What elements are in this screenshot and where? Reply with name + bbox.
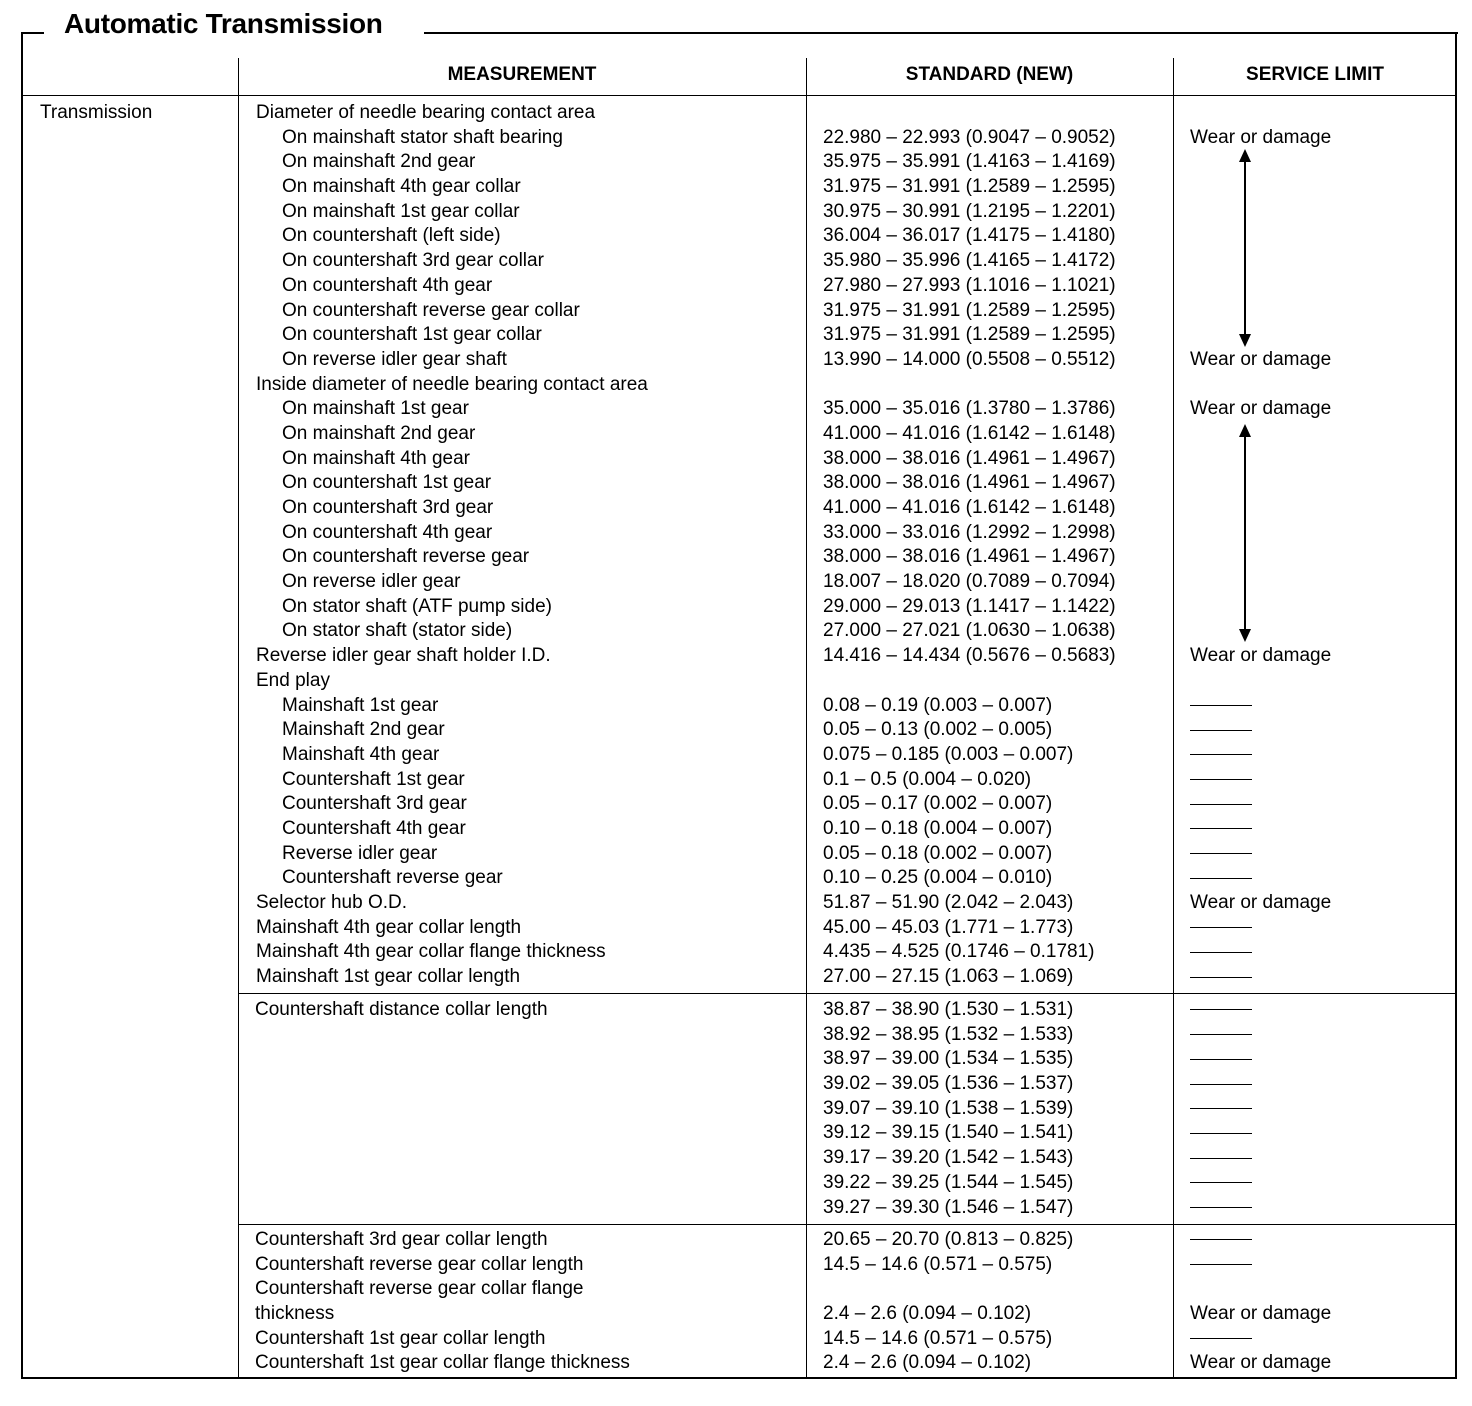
section1-measurements <box>256 101 648 990</box>
service-limit-value <box>1190 274 1331 299</box>
section1-standards <box>823 101 1116 990</box>
measurement-item: Mainshaft 4th gear collar flange thickness <box>256 941 606 963</box>
dash-icon <box>1190 705 1252 706</box>
standard-value: 35.980 – 35.996 (1.4165 – 1.4172) <box>823 250 1116 272</box>
standard-value: 38.000 – 38.016 (1.4961 – 1.4967) <box>823 447 1116 469</box>
standard-value: 22.980 – 22.993 (0.9047 – 0.9052) <box>823 126 1116 148</box>
service-limit-value <box>1190 619 1331 644</box>
dash-icon <box>1190 804 1252 805</box>
standard-value: 13.990 – 14.000 (0.5508 – 0.5512) <box>823 348 1116 370</box>
measurement-item: On reverse idler gear shaft <box>282 348 507 370</box>
service-limit-value <box>1190 150 1331 175</box>
service-limit-dash <box>1190 842 1331 867</box>
dash-icon <box>1190 878 1252 879</box>
measurement-item: Countershaft 3rd gear <box>282 793 467 815</box>
measurement-item: On mainshaft 2nd gear <box>282 422 476 444</box>
measurement-item: Countershaft 1st gear collar length <box>255 1327 546 1349</box>
col-divider-1 <box>238 58 239 1379</box>
service-limit-dash <box>1190 1023 1252 1048</box>
standard-value: 51.87 – 51.90 (2.042 – 2.043) <box>823 892 1074 913</box>
service-limit-value: Wear or damage <box>1190 645 1332 667</box>
standard-value: 41.000 – 41.016 (1.6142 – 1.6148) <box>823 497 1116 518</box>
standard-value: 31.975 – 31.991 (1.2589 – 1.2595) <box>823 176 1116 198</box>
service-limit-value <box>1190 496 1331 521</box>
standard-value: 31.975 – 31.991 (1.2589 – 1.2595) <box>823 324 1116 346</box>
service-limit-value <box>1190 373 1331 398</box>
measurement-item: Inside diameter of needle bearing contact area <box>256 373 648 395</box>
measurement-item: On countershaft 4th gear <box>282 274 493 296</box>
dash-icon <box>1190 1133 1252 1134</box>
service-limit-dash <box>1190 866 1331 891</box>
dash-icon <box>1190 1182 1252 1183</box>
service-limit-dash <box>1190 817 1331 842</box>
measurement-item: On stator shaft (ATF pump side) <box>282 595 552 617</box>
standard-value: 0.05 – 0.17 (0.002 – 0.007) <box>823 793 1053 815</box>
measurement-item: On mainshaft stator shaft bearing <box>282 126 563 148</box>
section3-standards <box>823 1228 1073 1376</box>
standard-value: 39.22 – 39.25 (1.544 – 1.545) <box>823 1171 1074 1193</box>
section3-limits <box>1190 1228 1331 1376</box>
measurement-item: On mainshaft 1st gear <box>282 398 469 420</box>
service-limit-dash <box>1190 694 1331 719</box>
measurement-item: Diameter of needle bearing contact area <box>256 102 596 123</box>
service-limit-value <box>1190 175 1331 200</box>
service-limit-dash <box>1190 1253 1331 1278</box>
service-limit-value: Wear or damage <box>1190 126 1332 148</box>
service-limit-dash <box>1190 1146 1252 1171</box>
service-limit-dash <box>1190 1228 1331 1253</box>
dash-icon <box>1190 1239 1252 1240</box>
dash-icon <box>1190 977 1252 978</box>
measurement-item: Mainshaft 4th gear <box>282 743 440 765</box>
measurement-item: On mainshaft 4th gear collar <box>282 176 521 198</box>
arrow-shaft-1 <box>1244 160 1246 336</box>
service-limit-value: Wear or damage <box>1190 398 1332 420</box>
service-limit-value <box>1190 570 1331 595</box>
measurement-item: Mainshaft 1st gear collar length <box>256 966 521 988</box>
service-limit-value <box>1190 323 1331 348</box>
measurement-item: On countershaft reverse gear collar <box>282 299 580 321</box>
standard-value: 14.416 – 14.434 (0.5676 – 0.5683) <box>823 645 1116 667</box>
dash-icon <box>1190 853 1252 854</box>
standard-value <box>823 101 1116 126</box>
standard-value: 0.05 – 0.18 (0.002 – 0.007) <box>823 842 1053 864</box>
service-limit-value: Wear or damage <box>1190 1303 1332 1325</box>
measurement-item: On mainshaft 2nd gear <box>282 151 476 173</box>
measurement-item: Reverse idler gear shaft holder I.D. <box>256 645 551 667</box>
standard-value: 4.435 – 4.525 (0.1746 – 0.1781) <box>823 941 1095 963</box>
measurement-item: Mainshaft 4th gear collar length <box>256 916 522 938</box>
service-limit-value <box>1190 422 1331 447</box>
service-limit-value <box>1190 1277 1331 1302</box>
service-limit-value <box>1190 249 1331 274</box>
header-standard: STANDARD (NEW) <box>905 64 1074 85</box>
standard-value: 31.975 – 31.991 (1.2589 – 1.2595) <box>823 299 1116 321</box>
service-limit-value <box>1190 669 1331 694</box>
service-limit-dash <box>1190 1047 1252 1072</box>
header-measurement: MEASUREMENT <box>447 64 597 85</box>
service-limit-value <box>1190 521 1331 546</box>
measurement-item: On countershaft 4th gear <box>282 521 493 543</box>
arrow-down-icon <box>1239 334 1251 347</box>
service-limit-dash <box>1190 1327 1331 1352</box>
measurement-item: On mainshaft 4th gear <box>282 447 470 469</box>
measurement-item: Countershaft 3rd gear collar length <box>255 1229 548 1250</box>
standard-value <box>823 373 1116 398</box>
service-limit-value <box>1190 224 1331 249</box>
col-divider-2 <box>806 58 807 1379</box>
arrow-down-icon <box>1239 629 1251 642</box>
dash-icon <box>1190 828 1252 829</box>
section1-limits <box>1190 101 1331 990</box>
standard-value: 38.87 – 38.90 (1.530 – 1.531) <box>823 999 1074 1020</box>
measurement-item: Countershaft reverse gear collar length <box>255 1253 584 1275</box>
measurement-item: On countershaft 1st gear collar <box>282 324 542 346</box>
service-limit-value <box>1190 101 1331 126</box>
service-limit-dash <box>1190 1196 1252 1221</box>
service-limit-value <box>1190 595 1331 620</box>
standard-value: 0.075 – 0.185 (0.003 – 0.007) <box>823 743 1074 765</box>
dash-icon <box>1190 779 1252 780</box>
service-limit-dash <box>1190 965 1331 990</box>
service-limit-dash <box>1190 1072 1252 1097</box>
page-title: Automatic Transmission <box>64 8 383 39</box>
dash-icon <box>1190 927 1252 928</box>
dash-icon <box>1190 1034 1252 1035</box>
service-limit-value <box>1190 471 1331 496</box>
service-limit-value <box>1190 447 1331 472</box>
standard-value: 39.12 – 39.15 (1.540 – 1.541) <box>823 1122 1074 1144</box>
standard-value: 0.1 – 0.5 (0.004 – 0.020) <box>823 768 1032 790</box>
standard-value: 29.000 – 29.013 (1.1417 – 1.1422) <box>823 595 1116 617</box>
measurement-item: On countershaft 3rd gear <box>282 497 494 518</box>
section3-measurements <box>255 1228 630 1376</box>
dash-icon <box>1190 754 1252 755</box>
service-limit-value: Wear or damage <box>1190 892 1332 913</box>
service-limit-dash <box>1190 1097 1252 1122</box>
service-limit-value <box>1190 545 1331 570</box>
service-limit-dash <box>1190 792 1331 817</box>
service-limit-dash <box>1190 1121 1252 1146</box>
standard-value: 27.00 – 27.15 (1.063 – 1.069) <box>823 966 1074 988</box>
standard-value: 2.4 – 2.6 (0.094 – 0.102) <box>823 1303 1032 1325</box>
standard-value: 35.000 – 35.016 (1.3780 – 1.3786) <box>823 398 1116 420</box>
dash-icon <box>1190 730 1252 731</box>
service-limit-dash <box>1190 1171 1252 1196</box>
section-rule-2 <box>238 1224 1457 1225</box>
standard-value: 30.975 – 30.991 (1.2195 – 1.2201) <box>823 200 1116 222</box>
service-limit-value <box>1190 200 1331 225</box>
measurement-item: Countershaft reverse gear collar flange <box>255 1278 584 1300</box>
dash-icon <box>1190 1338 1252 1339</box>
dash-icon <box>1190 1059 1252 1060</box>
standard-value: 14.5 – 14.6 (0.571 – 0.575) <box>823 1253 1053 1275</box>
measurement-item: Countershaft 1st gear collar flange thickness <box>255 1352 630 1374</box>
standard-value: 38.97 – 39.00 (1.534 – 1.535) <box>823 1048 1074 1070</box>
section2-standards <box>823 998 1073 1220</box>
dash-icon <box>1190 1158 1252 1159</box>
standard-value: 39.17 – 39.20 (1.542 – 1.543) <box>823 1147 1074 1169</box>
standard-value: 20.65 – 20.70 (0.813 – 0.825) <box>823 1229 1074 1250</box>
col-divider-3 <box>1173 58 1174 1379</box>
service-limit-dash <box>1190 916 1331 941</box>
standard-value: 38.92 – 38.95 (1.532 – 1.533) <box>823 1023 1074 1045</box>
standard-value: 39.07 – 39.10 (1.538 – 1.539) <box>823 1097 1074 1119</box>
measurement-item: On mainshaft 1st gear collar <box>282 200 520 222</box>
measurement-item: Mainshaft 1st gear <box>282 694 439 716</box>
standard-value <box>823 669 1116 694</box>
service-limit-dash <box>1190 940 1331 965</box>
standard-value: 36.004 – 36.017 (1.4175 – 1.4180) <box>823 225 1116 247</box>
measurement-item: Countershaft reverse gear <box>282 867 503 889</box>
standard-value: 0.05 – 0.13 (0.002 – 0.005) <box>823 719 1053 741</box>
dash-icon <box>1190 1009 1252 1010</box>
standard-value: 18.007 – 18.020 (0.7089 – 0.7094) <box>823 571 1116 593</box>
measurement-item: On countershaft 1st gear <box>282 472 492 494</box>
dash-icon <box>1190 952 1252 953</box>
measurement-item: On countershaft (left side) <box>282 225 501 247</box>
measurement-item: Selector hub O.D. <box>256 892 408 913</box>
standard-value: 33.000 – 33.016 (1.2992 – 1.2998) <box>823 521 1116 543</box>
standard-value: 35.975 – 35.991 (1.4163 – 1.4169) <box>823 151 1116 173</box>
dash-icon <box>1190 1264 1252 1265</box>
header-service-limit: SERVICE LIMIT <box>1246 64 1384 85</box>
standard-value: 41.000 – 41.016 (1.6142 – 1.6148) <box>823 422 1116 444</box>
standard-value: 0.10 – 0.18 (0.004 – 0.007) <box>823 817 1053 839</box>
service-limit-dash <box>1190 998 1252 1023</box>
measurement-item: Reverse idler gear <box>282 842 438 864</box>
standard-value: 14.5 – 14.6 (0.571 – 0.575) <box>823 1327 1053 1349</box>
standard-value: 2.4 – 2.6 (0.094 – 0.102) <box>823 1352 1032 1374</box>
standard-value: 39.02 – 39.05 (1.536 – 1.537) <box>823 1073 1074 1095</box>
dash-icon <box>1190 1108 1252 1109</box>
measurement-item: Countershaft 4th gear <box>282 817 466 839</box>
service-limit-dash <box>1190 768 1331 793</box>
section2-measurement: Countershaft distance collar length <box>255 999 548 1020</box>
service-limit-value: Wear or damage <box>1190 348 1332 370</box>
service-limit-value: Wear or damage <box>1190 1352 1332 1374</box>
measurement-item: thickness <box>255 1303 335 1325</box>
measurement-item: On reverse idler gear <box>282 571 461 593</box>
section-rule-1 <box>238 993 1457 994</box>
service-limit-dash <box>1190 718 1331 743</box>
standard-value: 0.08 – 0.19 (0.003 – 0.007) <box>823 694 1053 716</box>
standard-value: 27.000 – 27.021 (1.0630 – 1.0638) <box>823 620 1116 642</box>
arrow-shaft-2 <box>1244 435 1246 631</box>
standard-value: 0.10 – 0.25 (0.004 – 0.010) <box>823 867 1053 889</box>
section2-limits <box>1190 998 1252 1220</box>
measurement-item: Countershaft 1st gear <box>282 768 465 790</box>
measurement-item: On countershaft reverse gear <box>282 546 530 568</box>
standard-value: 38.000 – 38.016 (1.4961 – 1.4967) <box>823 546 1116 568</box>
standard-value <box>823 1277 1073 1302</box>
service-limit-dash <box>1190 743 1331 768</box>
dash-icon <box>1190 1084 1252 1085</box>
standard-value: 39.27 – 39.30 (1.546 – 1.547) <box>823 1196 1074 1218</box>
measurement-item: End play <box>256 669 330 691</box>
measurement-item: Mainshaft 2nd gear <box>282 719 445 741</box>
standard-value: 45.00 – 45.03 (1.771 – 1.773) <box>823 916 1074 938</box>
standard-value: 38.000 – 38.016 (1.4961 – 1.4967) <box>823 472 1116 494</box>
category-label: Transmission <box>40 102 153 123</box>
service-limit-value <box>1190 299 1331 324</box>
measurement-item: On stator shaft (stator side) <box>282 620 513 642</box>
standard-value: 27.980 – 27.993 (1.1016 – 1.1021) <box>823 274 1116 296</box>
measurement-item: On countershaft 3rd gear collar <box>282 250 544 272</box>
dash-icon <box>1190 1207 1252 1208</box>
header-rule <box>21 95 1457 96</box>
